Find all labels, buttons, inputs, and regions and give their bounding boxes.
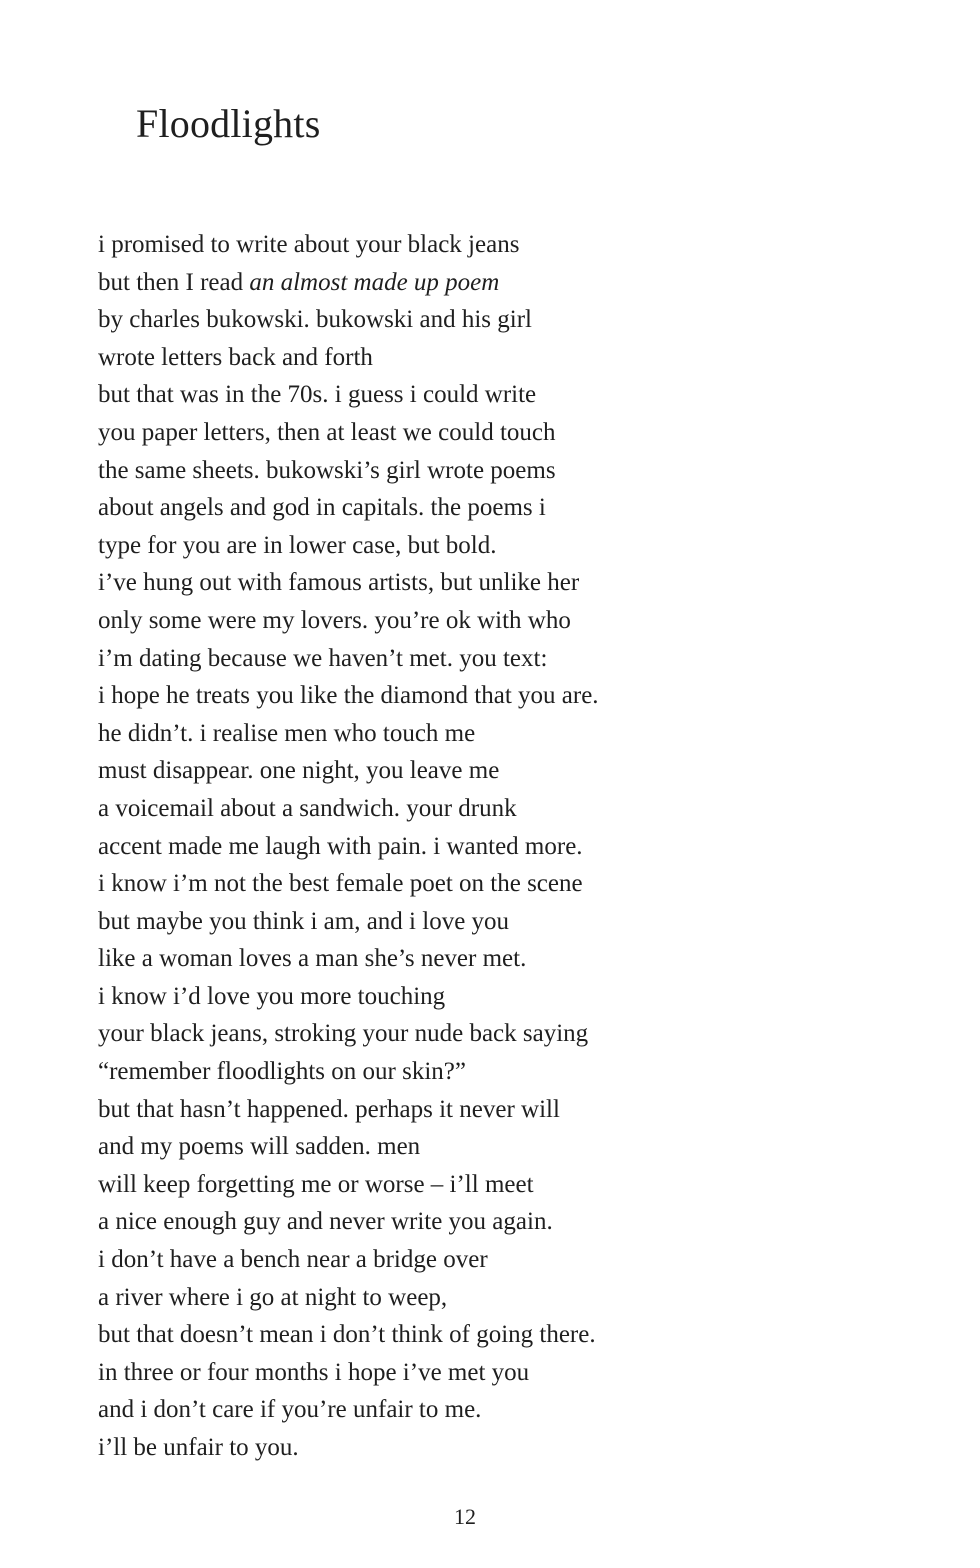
poem-line-text: i’ve hung out with famous artists, but unlike her xyxy=(98,569,580,597)
poem-line xyxy=(98,828,599,866)
poem-line xyxy=(98,1279,599,1317)
poem-line-text: but that doesn’t mean i don’t think of going there. xyxy=(98,1321,596,1349)
poem-line-text: but maybe you think i am, and i love you xyxy=(98,907,510,935)
poem-line-text: your black jeans, stroking your nude back saying xyxy=(98,1020,589,1048)
poem-line-text: but that was in the 70s. i guess i could write xyxy=(98,381,537,409)
poem-line xyxy=(98,489,599,527)
poem-line xyxy=(98,1015,599,1053)
poem-line xyxy=(98,414,599,452)
poem-line-text: and my poems will sadden. men xyxy=(98,1133,421,1161)
poem-line xyxy=(98,602,599,640)
poem-line-text: i know i’m not the best female poet on the scene xyxy=(98,870,583,898)
poem-line-text: about angels and god in capitals. the poems i xyxy=(98,494,546,522)
poem-line-text: and i don’t care if you’re unfair to me. xyxy=(98,1396,482,1424)
poem-line-text: only some were my lovers. you’re ok with who xyxy=(98,606,571,634)
poem-line xyxy=(98,752,599,790)
poem-line-text: accent made me laugh with pain. i wanted more. xyxy=(98,832,583,860)
poem-line xyxy=(98,301,599,339)
poem-line-text: but that hasn’t happened. perhaps it never will xyxy=(98,1095,560,1123)
poem-line-text: “remember floodlights on our skin?” xyxy=(98,1058,466,1086)
poem-line-text: by charles bukowski. bukowski and his girl xyxy=(98,306,532,334)
poem-line xyxy=(98,1429,599,1467)
poem-line-text: type for you are in lower case, but bold. xyxy=(98,531,497,559)
poem-line xyxy=(98,264,599,302)
poem-line xyxy=(98,452,599,490)
poem-line xyxy=(98,1354,599,1392)
poem-line xyxy=(98,1316,599,1354)
poem-line-text: the same sheets. bukowski’s girl wrote poems xyxy=(98,456,556,484)
poem-line xyxy=(98,1128,599,1166)
poem-title: Floodlights xyxy=(136,101,321,146)
poem-line xyxy=(98,226,599,264)
poem-line xyxy=(98,1166,599,1204)
poem-line-text: i promised to write about your black jeans xyxy=(98,231,520,258)
poem-line xyxy=(98,564,599,602)
poem-line-text: in three or four months i hope i’ve met you xyxy=(98,1358,530,1386)
poem-line-text: must disappear. one night, you leave me xyxy=(98,757,500,785)
poem-line xyxy=(98,1091,599,1129)
poem-line xyxy=(98,1391,599,1429)
poem-line xyxy=(98,1053,599,1091)
poem-line-text: wrote letters back and forth xyxy=(98,343,373,371)
poem-body xyxy=(98,226,599,1467)
poem-line-text: a nice enough guy and never write you again. xyxy=(98,1208,553,1236)
poem-line xyxy=(98,978,599,1016)
poem-line-text: you paper letters, then at least we could touch xyxy=(98,418,556,446)
poem-line xyxy=(98,715,599,753)
poem-line-text: i hope he treats you like the diamond that you are. xyxy=(98,682,599,710)
page-number: 12 xyxy=(454,1504,476,1529)
poem-line xyxy=(98,527,599,565)
poem-line-text: i’m dating because we haven’t met. you text: xyxy=(98,644,548,672)
poem-line-text: i’ll be unfair to you. xyxy=(98,1434,299,1461)
poem-line-text: i know i’d love you more touching xyxy=(98,982,446,1010)
poem-line-text: a voicemail about a sandwich. your drunk xyxy=(98,794,517,822)
poem-line-text: like a woman loves a man she’s never met. xyxy=(98,945,527,973)
poem-line-italic-title: an almost made up poem xyxy=(249,268,500,296)
poem-line xyxy=(98,640,599,678)
poem-line-text: a river where i go at night to weep, xyxy=(98,1283,448,1311)
poem-line-text: i don’t have a bench near a bridge over xyxy=(98,1246,488,1274)
poem-line xyxy=(98,1203,599,1241)
poem-line-text: will keep forgetting me or worse – i’ll meet xyxy=(98,1170,534,1198)
poem-line xyxy=(98,376,599,414)
poem-line xyxy=(98,940,599,978)
poem-line xyxy=(98,790,599,828)
poem-line xyxy=(98,865,599,903)
poem-line xyxy=(98,903,599,941)
poem-line-text: he didn’t. i realise men who touch me xyxy=(98,719,476,747)
poem-line xyxy=(98,1241,599,1279)
poem-line xyxy=(98,339,599,377)
poem-line xyxy=(98,677,599,715)
poem-line-text: but then I read xyxy=(98,268,250,296)
